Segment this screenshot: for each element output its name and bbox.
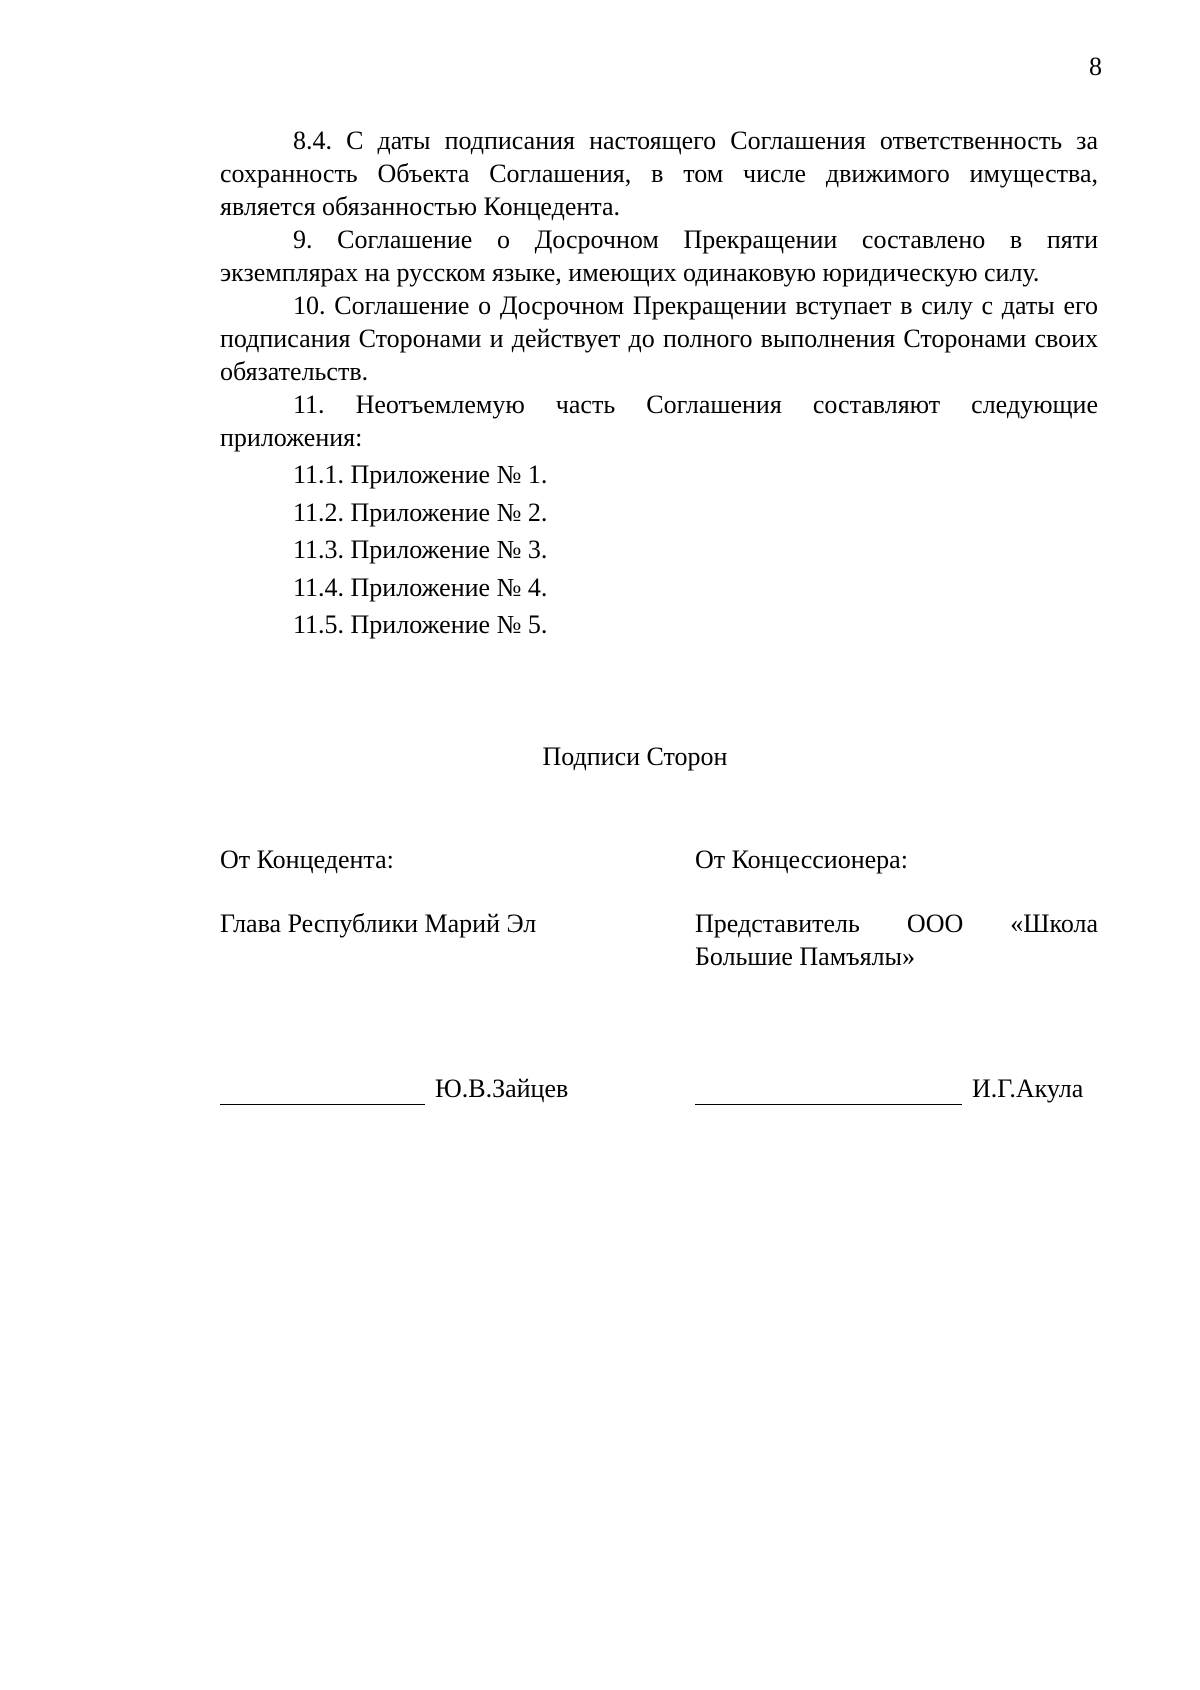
paragraph-10: 10. Соглашение о Досрочном Прекращении вступает в силу с даты его подписания Сторонами и действует до полного выполнения Сторонами своих обязательств. <box>220 291 1098 386</box>
appendix-list <box>220 456 1098 644</box>
page-number: 8 <box>1089 52 1102 81</box>
signature-blank <box>220 1078 425 1105</box>
signatures-heading: Подписи Сторон <box>542 742 728 771</box>
concessionaire-signature-line <box>695 1072 1083 1105</box>
appendix-item: 11.2. Приложение № 2. <box>293 497 548 527</box>
appendix-item: 11.4. Приложение № 4. <box>293 572 548 602</box>
appendix-item: 11.3. Приложение № 3. <box>293 535 548 564</box>
grantor-from-label: От Концедента: <box>220 845 394 874</box>
concessionaire-from-label: От Концессионера: <box>695 845 908 874</box>
paragraph-9: 9. Соглашение о Досрочном Прекращении составлено в пяти экземплярах на русском языке, имеющих одинаковую юридическую силу. <box>220 225 1098 287</box>
document-body <box>220 124 1098 644</box>
concessionaire-signatory-name: И.Г.Акула <box>972 1074 1084 1103</box>
paragraph-8-4: 8.4. С даты подписания настоящего Соглашения ответственность за сохранность Объекта Соглашения, в том числе движимого имущества, является обязанностью Концедента. <box>220 126 1098 221</box>
grantor-signatory-name: Ю.В.Зайцев <box>435 1074 569 1103</box>
grantor-position: Глава Республики Марий Эл <box>220 909 537 938</box>
appendix-item: 11.1. Приложение № 1. <box>293 460 548 489</box>
appendix-item: 11.5. Приложение № 5. <box>293 610 548 639</box>
grantor-signature-line <box>220 1072 568 1105</box>
signature-blank <box>695 1078 962 1105</box>
paragraph-11: 11. Неотъемлемую часть Соглашения составляют следующие приложения: <box>220 390 1098 452</box>
concessionaire-position: Представитель ООО «Школа Большие Памъялы» <box>695 909 1098 971</box>
